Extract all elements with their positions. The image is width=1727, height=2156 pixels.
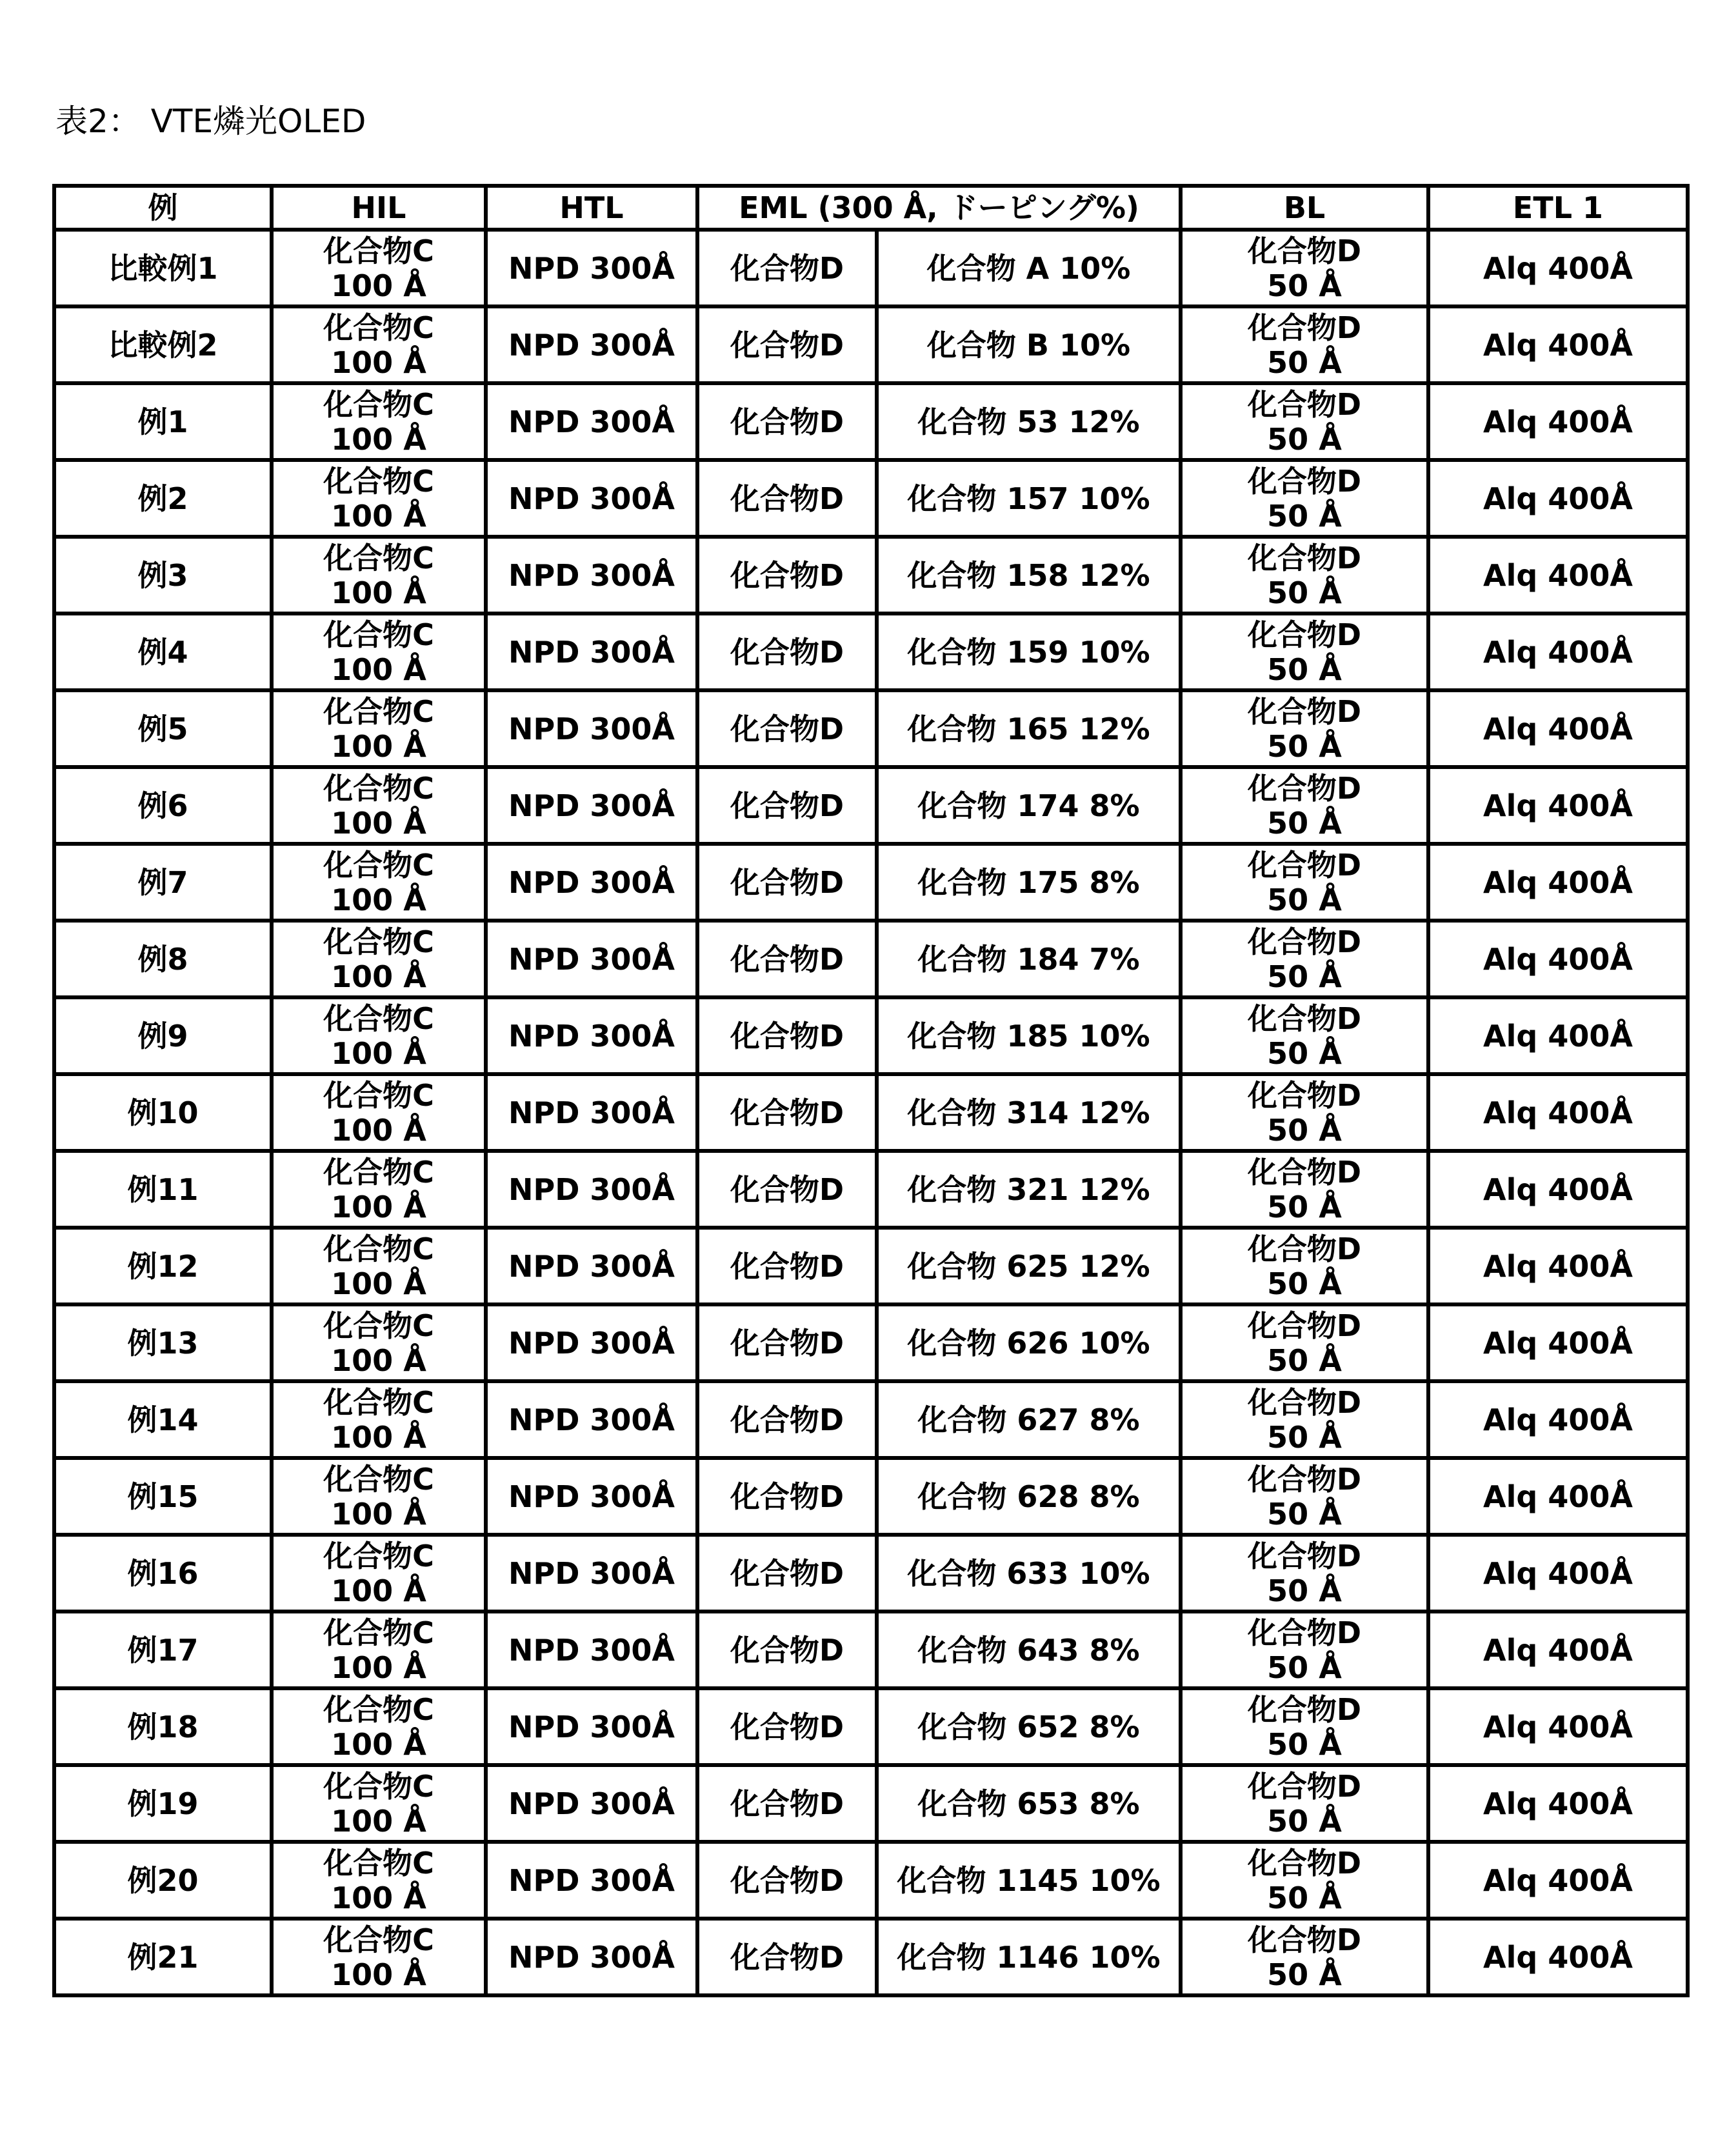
table-row — [54, 844, 1688, 921]
eml-dopant-cell: 化合物 185 10% — [877, 997, 1181, 1074]
hil-cell — [272, 1074, 486, 1151]
bl-cell-line: 化合物D — [1183, 1155, 1426, 1190]
bl-cell-line: 50 Å — [1183, 959, 1426, 994]
bl-cell — [1181, 230, 1428, 306]
hil-cell-line: 100 Å — [274, 806, 484, 841]
hil-cell-line: 化合物C — [274, 1539, 484, 1573]
htl-cell: NPD 300Å — [486, 1304, 697, 1381]
hil-cell-line: 化合物C — [274, 387, 484, 422]
bl-cell — [1181, 1612, 1428, 1688]
eml-host-cell: 化合物D — [697, 537, 877, 614]
bl-cell-line: 50 Å — [1183, 345, 1426, 380]
bl-cell — [1181, 844, 1428, 921]
eml-dopant-cell: 化合物 174 8% — [877, 767, 1181, 844]
bl-cell-line: 化合物D — [1183, 1078, 1426, 1113]
bl-cell — [1181, 767, 1428, 844]
eml-dopant-cell: 化合物 626 10% — [877, 1304, 1181, 1381]
table-row — [54, 997, 1688, 1074]
hil-cell-line: 100 Å — [274, 499, 484, 534]
header-etl: ETL 1 — [1428, 186, 1688, 230]
bl-cell-line: 50 Å — [1183, 806, 1426, 841]
table-row — [54, 383, 1688, 460]
eml-host-cell: 化合物D — [697, 767, 877, 844]
hil-cell-line: 100 Å — [274, 1573, 484, 1608]
eml-dopant-cell: 化合物 652 8% — [877, 1688, 1181, 1765]
hil-cell — [272, 690, 486, 767]
etl-cell: Alq 400Å — [1428, 1381, 1688, 1458]
etl-cell: Alq 400Å — [1428, 230, 1688, 306]
bl-cell-line: 化合物D — [1183, 617, 1426, 652]
htl-cell: NPD 300Å — [486, 1688, 697, 1765]
eml-dopant-cell: 化合物 158 12% — [877, 537, 1181, 614]
bl-cell-line: 50 Å — [1183, 575, 1426, 610]
table-row — [54, 1842, 1688, 1919]
bl-cell — [1181, 1842, 1428, 1919]
eml-dopant-cell: 化合物 321 12% — [877, 1151, 1181, 1228]
etl-cell: Alq 400Å — [1428, 767, 1688, 844]
htl-cell: NPD 300Å — [486, 1535, 697, 1612]
bl-cell — [1181, 537, 1428, 614]
hil-cell-line: 100 Å — [274, 1650, 484, 1685]
hil-cell-line: 100 Å — [274, 1804, 484, 1839]
htl-cell: NPD 300Å — [486, 1074, 697, 1151]
bl-cell-line: 化合物D — [1183, 1385, 1426, 1420]
htl-cell: NPD 300Å — [486, 921, 697, 997]
bl-cell — [1181, 1688, 1428, 1765]
hil-cell-line: 化合物C — [274, 771, 484, 806]
hil-cell — [272, 537, 486, 614]
hil-cell — [272, 1535, 486, 1612]
htl-cell: NPD 300Å — [486, 1228, 697, 1304]
header-hil: HIL — [272, 186, 486, 230]
example-cell: 例17 — [54, 1612, 272, 1688]
header-row — [54, 186, 1688, 230]
htl-cell: NPD 300Å — [486, 767, 697, 844]
hil-cell-line: 100 Å — [274, 729, 484, 764]
bl-cell — [1181, 921, 1428, 997]
htl-cell: NPD 300Å — [486, 1381, 697, 1458]
table-row — [54, 921, 1688, 997]
bl-cell-line: 50 Å — [1183, 883, 1426, 917]
example-cell: 例4 — [54, 614, 272, 690]
eml-host-cell: 化合物D — [697, 460, 877, 537]
hil-cell-line: 100 Å — [274, 1036, 484, 1071]
hil-cell-line: 化合物C — [274, 310, 484, 345]
header-htl: HTL — [486, 186, 697, 230]
header-bl: BL — [1181, 186, 1428, 230]
hil-cell-line: 化合物C — [274, 1692, 484, 1727]
eml-dopant-cell: 化合物 165 12% — [877, 690, 1181, 767]
example-cell: 例15 — [54, 1458, 272, 1535]
htl-cell: NPD 300Å — [486, 383, 697, 460]
eml-host-cell: 化合物D — [697, 1535, 877, 1612]
hil-cell-line: 100 Å — [274, 268, 484, 303]
bl-cell-line: 50 Å — [1183, 1804, 1426, 1839]
etl-cell: Alq 400Å — [1428, 614, 1688, 690]
example-cell: 例3 — [54, 537, 272, 614]
bl-cell-line: 50 Å — [1183, 499, 1426, 534]
eml-host-cell: 化合物D — [697, 844, 877, 921]
hil-cell-line: 化合物C — [274, 1462, 484, 1497]
table-row — [54, 767, 1688, 844]
bl-cell — [1181, 1304, 1428, 1381]
bl-cell-line: 50 Å — [1183, 1727, 1426, 1762]
hil-cell-line: 化合物C — [274, 1385, 484, 1420]
hil-cell-line: 100 Å — [274, 422, 484, 457]
bl-cell — [1181, 1458, 1428, 1535]
eml-dopant-cell: 化合物 175 8% — [877, 844, 1181, 921]
table-row — [54, 1074, 1688, 1151]
bl-cell-line: 化合物D — [1183, 464, 1426, 499]
hil-cell-line: 化合物C — [274, 617, 484, 652]
bl-cell — [1181, 1535, 1428, 1612]
hil-cell-line: 100 Å — [274, 1113, 484, 1148]
eml-dopant-cell: 化合物 314 12% — [877, 1074, 1181, 1151]
hil-cell — [272, 997, 486, 1074]
example-cell: 例16 — [54, 1535, 272, 1612]
bl-cell — [1181, 1151, 1428, 1228]
etl-cell: Alq 400Å — [1428, 306, 1688, 383]
eml-dopant-cell: 化合物 628 8% — [877, 1458, 1181, 1535]
example-cell: 比較例1 — [54, 230, 272, 306]
bl-cell — [1181, 1228, 1428, 1304]
hil-cell-line: 化合物C — [274, 1769, 484, 1804]
example-cell: 例1 — [54, 383, 272, 460]
hil-cell-line: 化合物C — [274, 541, 484, 575]
eml-dopant-cell: 化合物 625 12% — [877, 1228, 1181, 1304]
bl-cell-line: 化合物D — [1183, 1462, 1426, 1497]
hil-cell — [272, 1612, 486, 1688]
hil-cell — [272, 1458, 486, 1535]
hil-cell — [272, 460, 486, 537]
table-row — [54, 1304, 1688, 1381]
htl-cell: NPD 300Å — [486, 460, 697, 537]
hil-cell — [272, 230, 486, 306]
htl-cell: NPD 300Å — [486, 614, 697, 690]
eml-host-cell: 化合物D — [697, 306, 877, 383]
hil-cell — [272, 614, 486, 690]
header-example: 例 — [54, 186, 272, 230]
etl-cell: Alq 400Å — [1428, 1535, 1688, 1612]
hil-cell — [272, 1304, 486, 1381]
hil-cell — [272, 1842, 486, 1919]
example-cell: 例12 — [54, 1228, 272, 1304]
header-eml: EML (300 Å, ドーピング%) — [697, 186, 1181, 230]
etl-cell: Alq 400Å — [1428, 844, 1688, 921]
hil-cell-line: 100 Å — [274, 575, 484, 610]
example-cell: 例2 — [54, 460, 272, 537]
example-cell: 例6 — [54, 767, 272, 844]
bl-cell-line: 化合物D — [1183, 541, 1426, 575]
htl-cell: NPD 300Å — [486, 1842, 697, 1919]
eml-host-cell: 化合物D — [697, 1381, 877, 1458]
oled-device-table — [52, 184, 1690, 1997]
bl-cell-line: 50 Å — [1183, 1881, 1426, 1915]
eml-dopant-cell: 化合物 B 10% — [877, 306, 1181, 383]
eml-host-cell: 化合物D — [697, 921, 877, 997]
eml-dopant-cell: 化合物 53 12% — [877, 383, 1181, 460]
hil-cell-line: 化合物C — [274, 234, 484, 268]
htl-cell: NPD 300Å — [486, 1151, 697, 1228]
example-cell: 例19 — [54, 1765, 272, 1842]
bl-cell — [1181, 690, 1428, 767]
bl-cell-line: 50 Å — [1183, 1957, 1426, 1992]
bl-cell — [1181, 1074, 1428, 1151]
bl-cell-line: 化合物D — [1183, 310, 1426, 345]
eml-dopant-cell: 化合物 643 8% — [877, 1612, 1181, 1688]
hil-cell — [272, 1919, 486, 1995]
bl-cell-line: 化合物D — [1183, 1922, 1426, 1957]
hil-cell-line: 100 Å — [274, 1881, 484, 1915]
hil-cell — [272, 1151, 486, 1228]
hil-cell — [272, 921, 486, 997]
etl-cell: Alq 400Å — [1428, 1151, 1688, 1228]
hil-cell-line: 100 Å — [274, 1190, 484, 1224]
bl-cell — [1181, 1919, 1428, 1995]
hil-cell-line: 化合物C — [274, 1615, 484, 1650]
htl-cell: NPD 300Å — [486, 1458, 697, 1535]
htl-cell: NPD 300Å — [486, 1919, 697, 1995]
bl-cell-line: 50 Å — [1183, 1497, 1426, 1532]
eml-host-cell: 化合物D — [697, 997, 877, 1074]
bl-cell — [1181, 383, 1428, 460]
table-row — [54, 614, 1688, 690]
table-row — [54, 1612, 1688, 1688]
eml-dopant-cell: 化合物 159 10% — [877, 614, 1181, 690]
eml-host-cell: 化合物D — [697, 1304, 877, 1381]
bl-cell-line: 化合物D — [1183, 1539, 1426, 1573]
eml-host-cell: 化合物D — [697, 230, 877, 306]
bl-cell-line: 化合物D — [1183, 234, 1426, 268]
etl-cell: Alq 400Å — [1428, 997, 1688, 1074]
hil-cell-line: 100 Å — [274, 959, 484, 994]
example-cell: 例20 — [54, 1842, 272, 1919]
hil-cell — [272, 767, 486, 844]
bl-cell-line: 化合物D — [1183, 694, 1426, 729]
hil-cell-line: 化合物C — [274, 924, 484, 959]
example-cell: 例13 — [54, 1304, 272, 1381]
table-row — [54, 1228, 1688, 1304]
hil-cell-line: 化合物C — [274, 694, 484, 729]
hil-cell-line: 化合物C — [274, 1232, 484, 1266]
eml-dopant-cell: 化合物 1145 10% — [877, 1842, 1181, 1919]
eml-dopant-cell: 化合物 A 10% — [877, 230, 1181, 306]
table-row — [54, 306, 1688, 383]
htl-cell: NPD 300Å — [486, 1765, 697, 1842]
example-cell: 例8 — [54, 921, 272, 997]
hil-cell-line: 化合物C — [274, 1155, 484, 1190]
example-cell: 比較例2 — [54, 306, 272, 383]
hil-cell-line: 化合物C — [274, 1846, 484, 1881]
hil-cell-line: 100 Å — [274, 652, 484, 687]
bl-cell — [1181, 460, 1428, 537]
bl-cell-line: 化合物D — [1183, 771, 1426, 806]
eml-host-cell: 化合物D — [697, 614, 877, 690]
hil-cell-line: 100 Å — [274, 1727, 484, 1762]
bl-cell-line: 50 Å — [1183, 1650, 1426, 1685]
etl-cell: Alq 400Å — [1428, 1074, 1688, 1151]
htl-cell: NPD 300Å — [486, 230, 697, 306]
eml-host-cell: 化合物D — [697, 1612, 877, 1688]
bl-cell-line: 化合物D — [1183, 1615, 1426, 1650]
bl-cell-line: 50 Å — [1183, 1343, 1426, 1378]
bl-cell-line: 50 Å — [1183, 1036, 1426, 1071]
eml-dopant-cell: 化合物 184 7% — [877, 921, 1181, 997]
etl-cell: Alq 400Å — [1428, 1919, 1688, 1995]
eml-host-cell: 化合物D — [697, 1842, 877, 1919]
bl-cell-line: 50 Å — [1183, 422, 1426, 457]
bl-cell-line: 50 Å — [1183, 1420, 1426, 1455]
bl-cell — [1181, 1765, 1428, 1842]
bl-cell-line: 化合物D — [1183, 1769, 1426, 1804]
bl-cell — [1181, 306, 1428, 383]
hil-cell-line: 化合物C — [274, 1922, 484, 1957]
hil-cell-line: 100 Å — [274, 1957, 484, 1992]
eml-dopant-cell: 化合物 633 10% — [877, 1535, 1181, 1612]
etl-cell: Alq 400Å — [1428, 1458, 1688, 1535]
htl-cell: NPD 300Å — [486, 997, 697, 1074]
bl-cell-line: 50 Å — [1183, 1266, 1426, 1301]
eml-host-cell: 化合物D — [697, 1688, 877, 1765]
table-row — [54, 1381, 1688, 1458]
table-row — [54, 1535, 1688, 1612]
bl-cell-line: 50 Å — [1183, 729, 1426, 764]
hil-cell-line: 化合物C — [274, 1078, 484, 1113]
eml-host-cell: 化合物D — [697, 1765, 877, 1842]
htl-cell: NPD 300Å — [486, 690, 697, 767]
htl-cell: NPD 300Å — [486, 306, 697, 383]
eml-dopant-cell: 化合物 157 10% — [877, 460, 1181, 537]
hil-cell-line: 化合物C — [274, 1001, 484, 1036]
table-row — [54, 1151, 1688, 1228]
eml-host-cell: 化合物D — [697, 1919, 877, 1995]
hil-cell — [272, 1228, 486, 1304]
htl-cell: NPD 300Å — [486, 1612, 697, 1688]
bl-cell-line: 化合物D — [1183, 924, 1426, 959]
example-cell: 例11 — [54, 1151, 272, 1228]
htl-cell: NPD 300Å — [486, 844, 697, 921]
bl-cell-line: 化合物D — [1183, 1308, 1426, 1343]
table-row — [54, 230, 1688, 306]
etl-cell: Alq 400Å — [1428, 1304, 1688, 1381]
etl-cell: Alq 400Å — [1428, 1688, 1688, 1765]
etl-cell: Alq 400Å — [1428, 1228, 1688, 1304]
hil-cell-line: 100 Å — [274, 1420, 484, 1455]
eml-host-cell: 化合物D — [697, 690, 877, 767]
hil-cell — [272, 844, 486, 921]
bl-cell — [1181, 614, 1428, 690]
bl-cell-line: 50 Å — [1183, 1190, 1426, 1224]
etl-cell: Alq 400Å — [1428, 537, 1688, 614]
hil-cell — [272, 1381, 486, 1458]
bl-cell-line: 50 Å — [1183, 652, 1426, 687]
hil-cell — [272, 383, 486, 460]
hil-cell — [272, 1688, 486, 1765]
example-cell: 例21 — [54, 1919, 272, 1995]
table-title: 表2： VTE燐光OLED — [55, 95, 366, 142]
example-cell: 例5 — [54, 690, 272, 767]
example-cell: 例9 — [54, 997, 272, 1074]
table-row — [54, 1765, 1688, 1842]
hil-cell-line: 化合物C — [274, 1308, 484, 1343]
example-cell: 例7 — [54, 844, 272, 921]
eml-host-cell: 化合物D — [697, 1228, 877, 1304]
eml-host-cell: 化合物D — [697, 1074, 877, 1151]
etl-cell: Alq 400Å — [1428, 690, 1688, 767]
hil-cell-line: 100 Å — [274, 345, 484, 380]
bl-cell-line: 50 Å — [1183, 1113, 1426, 1148]
hil-cell-line: 100 Å — [274, 1343, 484, 1378]
bl-cell-line: 化合物D — [1183, 1001, 1426, 1036]
hil-cell-line: 化合物C — [274, 848, 484, 883]
eml-dopant-cell: 化合物 653 8% — [877, 1765, 1181, 1842]
etl-cell: Alq 400Å — [1428, 1842, 1688, 1919]
eml-host-cell: 化合物D — [697, 1458, 877, 1535]
bl-cell-line: 50 Å — [1183, 268, 1426, 303]
bl-cell — [1181, 1381, 1428, 1458]
eml-host-cell: 化合物D — [697, 383, 877, 460]
etl-cell: Alq 400Å — [1428, 921, 1688, 997]
hil-cell — [272, 1765, 486, 1842]
table-row — [54, 460, 1688, 537]
hil-cell-line: 化合物C — [274, 464, 484, 499]
bl-cell-line: 50 Å — [1183, 1573, 1426, 1608]
etl-cell: Alq 400Å — [1428, 1765, 1688, 1842]
bl-cell-line: 化合物D — [1183, 387, 1426, 422]
etl-cell: Alq 400Å — [1428, 460, 1688, 537]
eml-dopant-cell: 化合物 627 8% — [877, 1381, 1181, 1458]
bl-cell — [1181, 997, 1428, 1074]
hil-cell-line: 100 Å — [274, 1266, 484, 1301]
example-cell: 例14 — [54, 1381, 272, 1458]
hil-cell-line: 100 Å — [274, 883, 484, 917]
table-row — [54, 690, 1688, 767]
hil-cell — [272, 306, 486, 383]
etl-cell: Alq 400Å — [1428, 383, 1688, 460]
table-row — [54, 1919, 1688, 1995]
table-row — [54, 1458, 1688, 1535]
bl-cell-line: 化合物D — [1183, 1232, 1426, 1266]
bl-cell-line: 化合物D — [1183, 1692, 1426, 1727]
table-row — [54, 1688, 1688, 1765]
hil-cell-line: 100 Å — [274, 1497, 484, 1532]
bl-cell-line: 化合物D — [1183, 1846, 1426, 1881]
htl-cell: NPD 300Å — [486, 537, 697, 614]
bl-cell-line: 化合物D — [1183, 848, 1426, 883]
eml-dopant-cell: 化合物 1146 10% — [877, 1919, 1181, 1995]
eml-host-cell: 化合物D — [697, 1151, 877, 1228]
etl-cell: Alq 400Å — [1428, 1612, 1688, 1688]
example-cell: 例10 — [54, 1074, 272, 1151]
table-row — [54, 537, 1688, 614]
example-cell: 例18 — [54, 1688, 272, 1765]
